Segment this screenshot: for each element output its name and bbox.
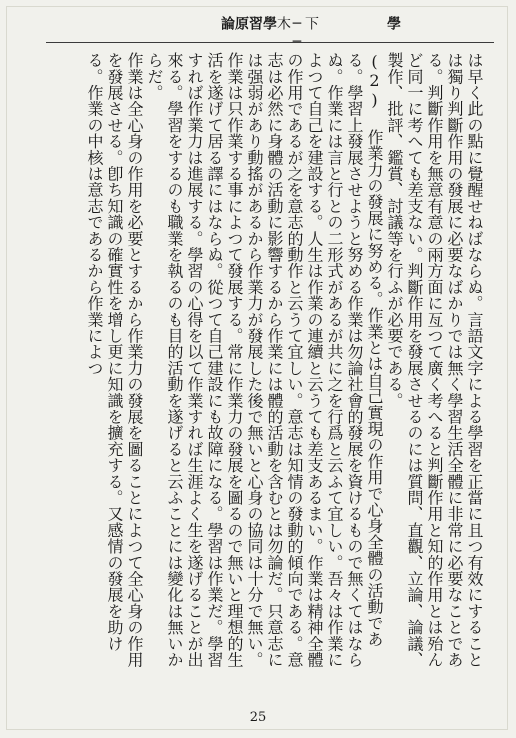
paragraph-3: 作業は全心身の作用を必要とするから作業力の發展を圖ることによつて全心身の作用を發展させる。卽ち知識の確實性を增し更に知識を擴充する。又感情の發展を助ける。作業の中核は意志であるから作業によつ: [85, 52, 144, 668]
header-center-text: 下 ── 木: [275, 16, 319, 52]
running-header: [0, 16, 516, 56]
header-rule: [46, 42, 494, 43]
header-left-text: 學 習 原 論: [219, 16, 277, 32]
paragraph-1: は早く此の點に覺醒せねばならぬ。言語文字による學習を正當に且つ有效にすることは獨り判斷作用の發展に必要なばかりでは無く學習生活全體に非常に必要なことである。判斷作用を無意有意の兩方面に亙つて廣く考へると判斷作用と知的作用とは殆んど同一に考へても差支ない。判斷作用を發展させるのには質問、直觀、立論、論議、製作、批評、鑑賞、討議等を行ふが必要である。: [385, 52, 484, 668]
paragraph-2: (2) 作業力の發展に努める。作業とは自己實現の作用で心身全體の活動である。學習上發展させようと努める作業は勿論社會的發展を資けるもので無くてはならぬ。作業には言と行との二形式があるが共に之を行爲と云ふて宜しい。吾々は作業によつて自己を建設する。人生は作業の連續と云うても差支あるまい。作業は精神全體の作用であるが之を意志的動作と云うて宜しい。意志は知情の發動的傾向である。意志は必然に身體の活動に影響するから作業には體的活動を含むとは勿論だ。只意志には强弱があり動搖があるから作業力が發展した後で無いと心身の協同は十分で無い。作業は只作業する事によつて發展する。常に作業力の發展を圖るので無いと理想的生活を遂げて居る譯にはならぬ。從つて自己建設にも故障になる。學習は作業だ。學習すれば作業力は進展する。學習の心得を以て作業すれば生涯よく生を遂げることが出來る。學習をするのも職業を執るのも目的活動を遂げると云ふことには變化は無いからだ。: [145, 52, 384, 668]
header-right-text: 學: [385, 16, 401, 32]
page-number: 25: [249, 710, 267, 725]
body-text: [44, 52, 484, 676]
